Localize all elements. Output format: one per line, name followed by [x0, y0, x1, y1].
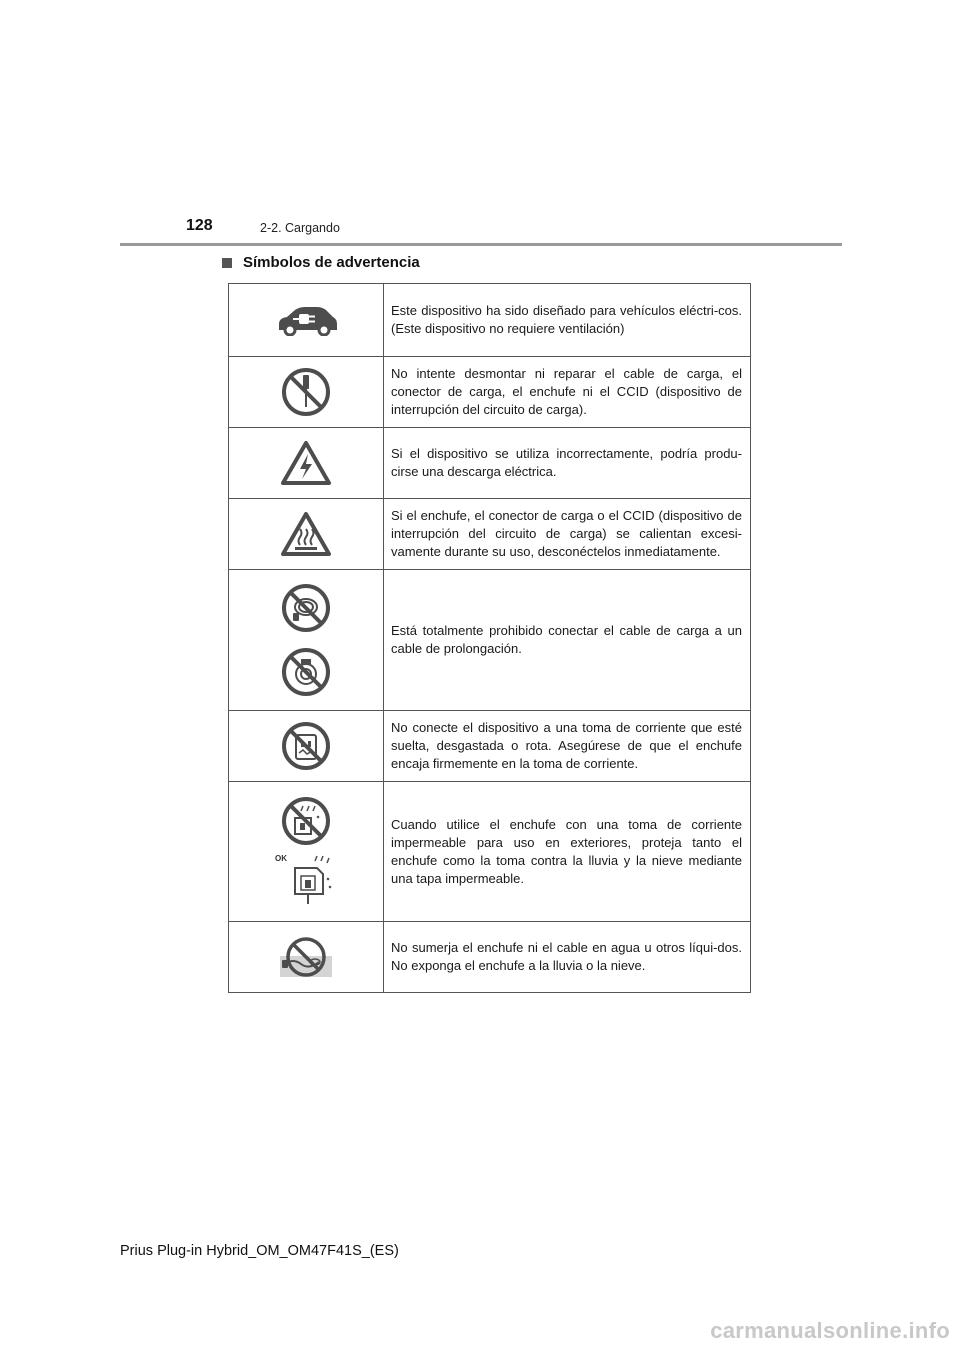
row-text: Si el enchufe, el conector de carga o el CCID (dispositivo de interrupción del circuito de carga) se calientan excesi-vamente durante su uso, desconéctelos inmediatamente.	[384, 499, 751, 570]
row-text: Si el dispositivo se utiliza incorrectamente, podría produ-cirse una descarga eléctrica.	[384, 428, 751, 499]
warning-symbols-table	[228, 283, 751, 993]
row-text: Cuando utilice el enchufe con una toma de corriente impermeable para uso en exteriores, proteja tanto el enchufe como la toma contra la lluvia y la nieve mediante una tapa impermeable.	[384, 782, 751, 922]
icon-cell	[229, 922, 384, 993]
table-row	[229, 499, 751, 570]
icon-cell	[229, 782, 384, 922]
electric-shock-warning-icon	[280, 440, 332, 486]
ok-label: OK	[275, 853, 287, 863]
table-row	[229, 711, 751, 782]
icon-cell	[229, 711, 384, 782]
section-heading-text: Símbolos de advertencia	[243, 254, 420, 271]
row-text: No sumerja el enchufe ni el cable en agua u otros líqui-dos. No exponga el enchufe a la lluvia o la nieve.	[384, 922, 751, 993]
table-row	[229, 922, 751, 993]
hot-surface-warning-icon	[280, 511, 332, 557]
square-bullet-icon	[222, 258, 232, 268]
table-row	[229, 357, 751, 428]
no-extension-cord-icon	[281, 583, 331, 633]
no-disassembly-icon	[281, 367, 331, 417]
row-text: Este dispositivo ha sido diseñado para vehículos eléctri-cos. (Este dispositivo no requiere ventilación)	[384, 284, 751, 357]
header-rule	[120, 243, 842, 246]
page-number: 128	[186, 217, 213, 234]
section-label: 2-2. Cargando	[260, 221, 340, 235]
no-submerge-icon	[279, 936, 333, 978]
row-text: No conecte el dispositivo a una toma de corriente que esté suelta, desgastada o rota. Asegúrese de que el enchufe encaja firmemente en la toma de corriente.	[384, 711, 751, 782]
table-row	[229, 428, 751, 499]
no-extension-cord-reel-icon	[281, 647, 331, 697]
icon-cell	[229, 428, 384, 499]
footer-manual-id: Prius Plug-in Hybrid_OM_OM47F41S_(ES)	[120, 1243, 399, 1259]
icon-cell	[229, 284, 384, 357]
electric-car-icon	[273, 304, 339, 336]
icon-cell	[229, 570, 384, 711]
no-rain-exposure-icon	[281, 796, 331, 846]
watermark: carmanualsonline.info	[710, 1318, 950, 1343]
table-row	[229, 284, 751, 357]
icon-cell	[229, 357, 384, 428]
row-text: Está totalmente prohibido conectar el cable de carga a un cable de prolongación.	[384, 570, 751, 711]
row-text: No intente desmontar ni reparar el cable de carga, el conector de carga, el enchufe ni el CCID (dispositivo de interrupción del circuito de carga).	[384, 357, 751, 428]
table-row	[229, 570, 751, 711]
covered-outlet-icon	[287, 852, 337, 906]
ok-covered-outlet-figure	[275, 852, 337, 908]
section-heading	[222, 254, 420, 271]
table-row	[229, 782, 751, 922]
icon-cell	[229, 499, 384, 570]
no-loose-outlet-icon	[281, 721, 331, 771]
